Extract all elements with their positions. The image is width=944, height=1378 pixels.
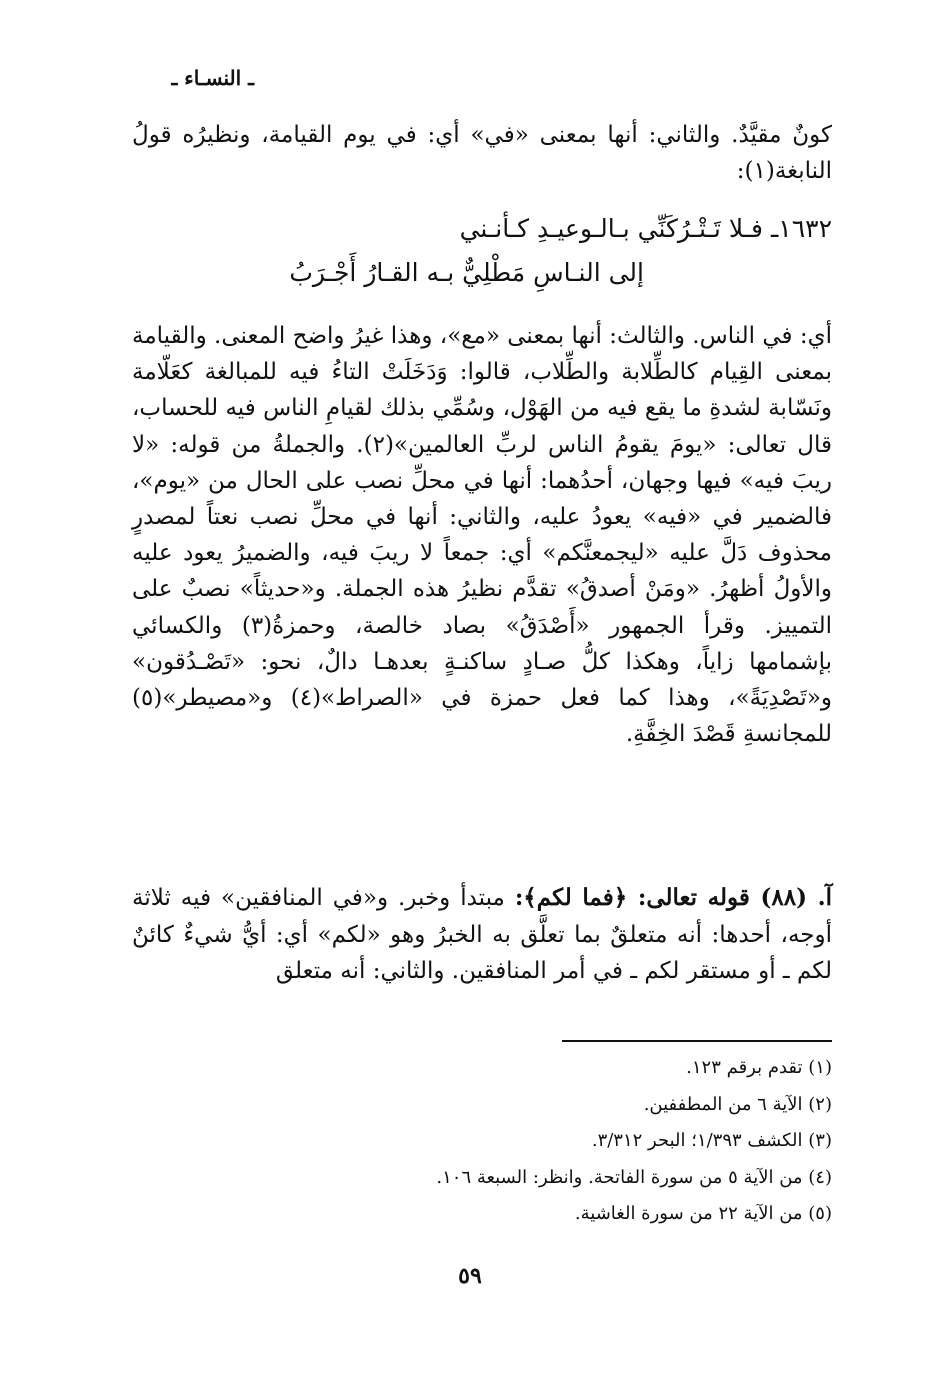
page-number: ٥٩ bbox=[458, 1263, 482, 1289]
poem-verse-first-hemistich: ١٦٣٢ـ فـلا تَـتْـرُكَنِّي بـالـوعيـدِ كـأنـني bbox=[459, 214, 832, 243]
verse-88-label: آ. (٨٨) قوله تعالى: ﴿فما لكم﴾: bbox=[514, 884, 833, 911]
running-header: ـ النسـاء ـ bbox=[171, 66, 254, 90]
footnote-4: (٤) من الآية ٥ من سورة الفاتحة. وانظر: السبعة ١٠٦. bbox=[436, 1166, 832, 1188]
intro-block bbox=[132, 118, 832, 190]
footnote-2: (٢) الآية ٦ من المطففين. bbox=[643, 1093, 832, 1115]
footnote-1: (١) تقدم برقم ١٢٣. bbox=[686, 1057, 832, 1078]
footnote-divider bbox=[562, 1040, 832, 1042]
footnote-3: (٣) الكشف ١/٣٩٣؛ البحر ٣/٣١٢. bbox=[591, 1130, 832, 1151]
main-block bbox=[132, 318, 832, 752]
poem-verse-second-hemistich: إلى النـاسِ مَطْلِيٌّ بـه القـارُ أَجْـرَبُ bbox=[289, 258, 644, 287]
intro-paragraph: كونٌ مقيَّدٌ. والثاني: أنها بمعنى «في» أي: في يوم القيامة، ونظيرُه قولُ النابغة(١): bbox=[132, 122, 832, 184]
footnote-5: (٥) من الآية ٢٢ من سورة الغاشية. bbox=[574, 1203, 832, 1224]
verse-88-block bbox=[132, 880, 832, 990]
verse-88-paragraph bbox=[132, 880, 832, 990]
verse-88-text: مبتدأ وخبر. و«في المنافقين» فيه ثلاثة أوجه، أحدها: أنه متعلقٌ بما تعلَّق به الخبرُ وهو «لكم» أي: أيُّ شيءٌ كائنٌ لكم ـ أو مستقر لكم ـ في أمر المنافقين. والثاني: أنه متعلق bbox=[132, 885, 832, 984]
footnotes bbox=[132, 1050, 832, 1233]
main-paragraph: أي: في الناس. والثالث: أنها بمعنى «مع»، وهذا غيرُ واضح المعنى. والقيامة بمعنى القِيام كالطِّلابة والطِّلاب، قالوا: وَدَخَلَتْ التاءُ فيه للمبالغة كعَلّامة ونَسّابة لشدةِ ما يقع فيه من الهَوْل، وسُمِّي بذلك لقيامِ الناس فيه للحساب، قال تعالى: «يومَ يقومُ الناس لربِّ العالمين»(٢). والجملةُ من قوله: «لا ريبَ فيه» فيها وجهان، أحدُهما: أنها في محلِّ نصب على الحال من «يوم»، فالضمير في «فيه» يعودُ عليه، والثاني: أنها في محلِّ نصب نعتاً لمصدرٍ محذوف دَلَّ عليه «ليجمعنَّكم» أي: جمعاً لا ريبَ فيه، والضميرُ يعود عليه والأولُ أظهرُ. «ومَنْ أصدقُ» تقدَّم نظيرُ هذه الجملة. و«حديثاً» نصبٌ على التمييز. وقرأ الجمهور «أَصْدَقُ» بصاد خالصة، وحمزةُ(٣) والكسائي بإشمامها زاياً، وهكذا كلُّ صـادٍ ساكنـةٍ بعدهـا دالٌ، نحو: «تَصْـدُقون» و«تَصْدِيَةً»، وهذا كما فعل حمزة في «الصراط»(٤) و«مصيطر»(٥) للمجانسةِ قَصْدَ الخِفَّةِ. bbox=[132, 323, 833, 748]
